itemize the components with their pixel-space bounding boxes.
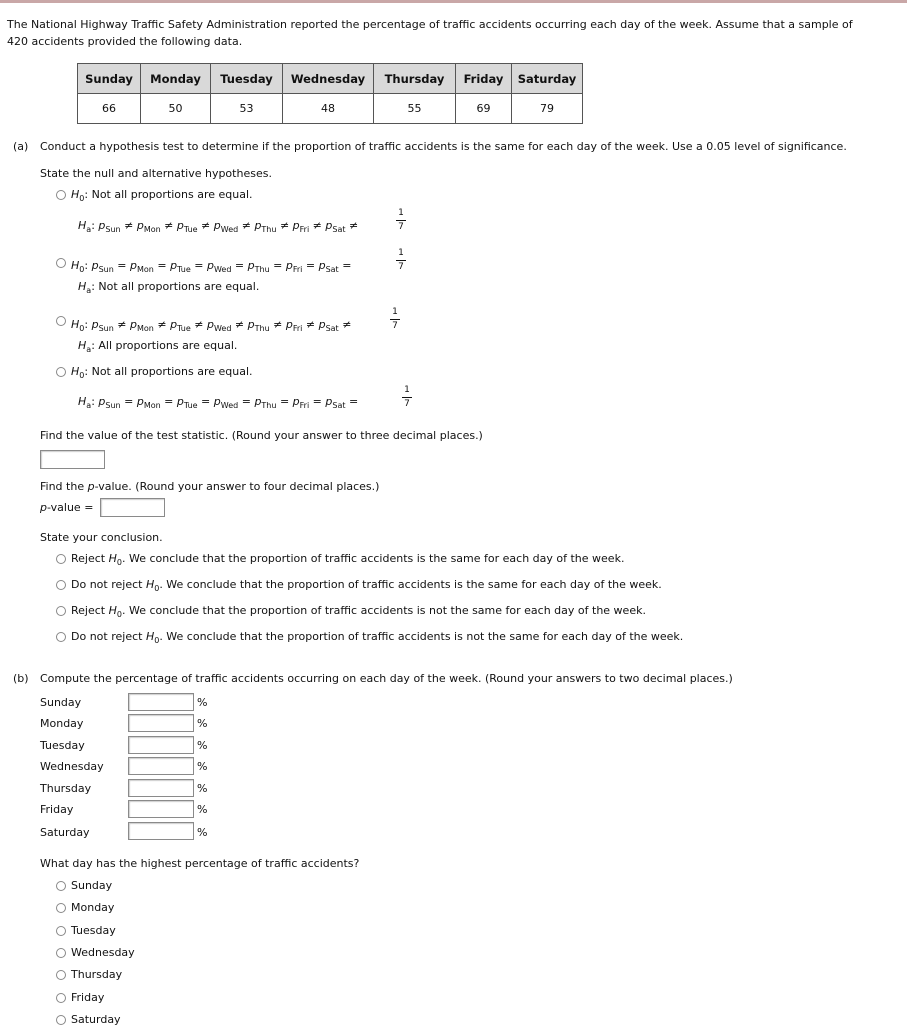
option-2-ha: $H_a$: Not all proportions are equal. bbox=[78, 280, 260, 295]
part-b-label: (b) bbox=[13, 672, 29, 685]
percent-sign-saturday: % bbox=[197, 826, 208, 839]
percent-input-saturday[interactable] bbox=[128, 822, 194, 840]
proportion-fri: p bbox=[292, 219, 300, 232]
conclusion-option-4-text: Do not reject $H_0$. We conclude that the proportion of traffic accidents is not the same for each day of the week. bbox=[71, 630, 684, 645]
choice-friday-label: Friday bbox=[71, 991, 105, 1004]
percent-sign-tuesday: % bbox=[197, 739, 208, 752]
proportion-sun: p bbox=[98, 219, 106, 232]
proportion-wed: p bbox=[213, 219, 221, 232]
percent-input-wednesday[interactable] bbox=[128, 757, 194, 775]
intro-line-2: 420 accidents provided the following data. bbox=[7, 35, 243, 48]
value-tuesday: 53 bbox=[211, 94, 283, 124]
conclusion-option-2-radio[interactable] bbox=[56, 580, 66, 590]
option-4-h0: $H_0$: Not all proportions are equal. bbox=[71, 365, 253, 380]
choice-tuesday-radio[interactable] bbox=[56, 926, 66, 936]
part-b-question: Compute the percentage of traffic accidents occurring on each day of the week. (Round your answers to two decimal places.) bbox=[40, 672, 733, 685]
conclusion-option-3-radio[interactable] bbox=[56, 606, 66, 616]
part-a-question: Conduct a hypothesis test to determine if the proportion of traffic accidents is the same for each day of the week. Use a 0.05 level of significance. bbox=[40, 140, 847, 153]
day-label-monday: Monday bbox=[40, 717, 84, 730]
choice-monday-radio[interactable] bbox=[56, 903, 66, 913]
choice-monday-label: Monday bbox=[71, 901, 115, 914]
value-monday: 50 bbox=[141, 94, 211, 124]
proportion-tue: p bbox=[170, 318, 178, 331]
day-label-friday: Friday bbox=[40, 803, 74, 816]
percent-input-thursday[interactable] bbox=[128, 779, 194, 797]
percent-input-tuesday[interactable] bbox=[128, 736, 194, 754]
proportion-sun: p bbox=[91, 318, 99, 331]
fraction-1: 1 7 bbox=[396, 209, 406, 232]
proportion-fri: p bbox=[285, 259, 293, 272]
percent-sign-wednesday: % bbox=[197, 760, 208, 773]
top-border bbox=[0, 0, 907, 3]
proportion-fri: p bbox=[285, 318, 293, 331]
hypothesis-option-4-radio[interactable] bbox=[56, 367, 66, 377]
proportion-tue: p bbox=[170, 259, 178, 272]
fraction-2: 1 7 bbox=[396, 249, 406, 272]
choice-wednesday-label: Wednesday bbox=[71, 946, 135, 959]
day-label-saturday: Saturday bbox=[40, 826, 90, 839]
eq-chain-2: $p_{Sun} = p_{Mon} = p_{Tue} = p_{Wed} = p_{Thu} = p_{Fri} = p_{Sat}$ = bbox=[91, 259, 352, 274]
conclusion-option-3-text: Reject $H_0$. We conclude that the proportion of traffic accidents is not the same for each day of the week. bbox=[71, 604, 646, 619]
test-statistic-prompt: Find the value of the test statistic. (Round your answer to three decimal places.) bbox=[40, 429, 483, 442]
conclusion-option-2-text: Do not reject $H_0$. We conclude that the proportion of traffic accidents is the same for each day of the week. bbox=[71, 578, 662, 593]
part-a-label: (a) bbox=[13, 140, 29, 153]
proportion-thu: p bbox=[247, 318, 255, 331]
value-wednesday: 48 bbox=[283, 94, 374, 124]
choice-sunday-radio[interactable] bbox=[56, 881, 66, 891]
proportion-sun: p bbox=[98, 395, 106, 408]
option-3-h0: $H_0$: $p_{Sun} \ne p_{Mon} \ne p_{Tue} \ne p_{Wed} \ne p_{Thu} \ne p_{Fri} \ne p_{Sat}$ ≠ bbox=[71, 318, 352, 333]
proportion-mon: p bbox=[130, 318, 137, 331]
proportion-thu: p bbox=[254, 395, 262, 408]
conclusion-option-4-radio[interactable] bbox=[56, 632, 66, 642]
state-hypotheses-prompt: State the null and alternative hypotheses. bbox=[40, 167, 272, 180]
proportion-mon: p bbox=[130, 259, 137, 272]
header-sunday: Sunday bbox=[78, 64, 141, 94]
proportion-thu: p bbox=[247, 259, 255, 272]
proportion-fri: p bbox=[292, 395, 300, 408]
proportion-sat: p bbox=[318, 259, 326, 272]
proportion-wed: p bbox=[213, 395, 221, 408]
value-thursday: 55 bbox=[374, 94, 456, 124]
choice-thursday-radio[interactable] bbox=[56, 970, 66, 980]
mixed-chain-3: $p_{Sun} \ne p_{Mon} \ne p_{Tue} \ne p_{Wed} \ne p_{Thu} \ne p_{Fri} \ne p_{Sat}$ ≠ bbox=[91, 318, 352, 333]
choice-saturday-label: Saturday bbox=[71, 1013, 121, 1026]
hypothesis-option-3-radio[interactable] bbox=[56, 316, 66, 326]
day-label-sunday: Sunday bbox=[40, 696, 82, 709]
value-saturday: 79 bbox=[512, 94, 583, 124]
option-3-ha: $H_a$: All proportions are equal. bbox=[78, 339, 238, 354]
header-thursday: Thursday bbox=[374, 64, 456, 94]
pvalue-prompt: Find the p-value. (Round your answer to four decimal places.) bbox=[40, 480, 380, 493]
option-2-h0: $H_0$: $p_{Sun} = p_{Mon} = p_{Tue} = p_{Wed} = p_{Thu} = p_{Fri} = p_{Sat}$ = bbox=[71, 259, 352, 274]
day-label-thursday: Thursday bbox=[40, 782, 92, 795]
percent-sign-monday: % bbox=[197, 717, 208, 730]
proportion-sat: p bbox=[318, 318, 326, 331]
proportion-sat: p bbox=[325, 219, 333, 232]
choice-wednesday-radio[interactable] bbox=[56, 948, 66, 958]
pvalue-label: p-value = bbox=[40, 501, 94, 514]
eq-chain-4: $p_{Sun} = p_{Mon} = p_{Tue} = p_{Wed} = p_{Thu} = p_{Fri} = p_{Sat}$ = bbox=[98, 395, 359, 410]
proportion-tue: p bbox=[176, 395, 184, 408]
header-friday: Friday bbox=[456, 64, 512, 94]
proportion-thu: p bbox=[254, 219, 262, 232]
header-monday: Monday bbox=[141, 64, 211, 94]
day-label-wednesday: Wednesday bbox=[40, 760, 104, 773]
option-4-ha: $H_a$: $p_{Sun} = p_{Mon} = p_{Tue} = p_{Wed} = p_{Thu} = p_{Fri} = p_{Sat}$ = bbox=[78, 395, 359, 410]
pvalue-input[interactable] bbox=[100, 498, 165, 517]
proportion-mon: p bbox=[136, 219, 144, 232]
neq-chain-1: $p_{Sun} \ne p_{Mon} \ne p_{Tue} \ne p_{Wed} \ne p_{Thu} \ne p_{Fri} \ne p_{Sat}$ ≠ bbox=[98, 219, 359, 234]
fraction-4: 1 7 bbox=[402, 386, 412, 409]
percent-sign-thursday: % bbox=[197, 782, 208, 795]
intro-line-1: The National Highway Traffic Safety Administration reported the percentage of traffic accidents occurring each day of the week. Assume that a sample of bbox=[7, 18, 853, 31]
choice-sunday-label: Sunday bbox=[71, 879, 113, 892]
percent-sign-sunday: % bbox=[197, 696, 208, 709]
option-1-h0: $H_0$: Not all proportions are equal. bbox=[71, 188, 253, 203]
percent-input-sunday[interactable] bbox=[128, 693, 194, 711]
percent-sign-friday: % bbox=[197, 803, 208, 816]
day-label-tuesday: Tuesday bbox=[40, 739, 85, 752]
header-saturday: Saturday bbox=[512, 64, 583, 94]
choice-friday-radio[interactable] bbox=[56, 993, 66, 1003]
proportion-wed: p bbox=[206, 259, 214, 272]
conclusion-option-1-radio[interactable] bbox=[56, 554, 66, 564]
choice-tuesday-label: Tuesday bbox=[71, 924, 116, 937]
choice-thursday-label: Thursday bbox=[71, 968, 123, 981]
header-tuesday: Tuesday bbox=[211, 64, 283, 94]
proportion-sun: p bbox=[91, 259, 99, 272]
percent-input-friday[interactable] bbox=[128, 800, 194, 818]
fraction-3: 1 7 bbox=[390, 308, 400, 331]
highest-day-prompt: What day has the highest percentage of traffic accidents? bbox=[40, 857, 360, 870]
percent-input-monday[interactable] bbox=[128, 714, 194, 732]
hypothesis-option-2-radio[interactable] bbox=[56, 258, 66, 268]
proportion-wed: p bbox=[206, 318, 214, 331]
value-sunday: 66 bbox=[78, 94, 141, 124]
proportion-sat: p bbox=[325, 395, 333, 408]
conclusion-prompt: State your conclusion. bbox=[40, 531, 163, 544]
option-1-ha: $H_a$: $p_{Sun} \ne p_{Mon} \ne p_{Tue} \ne p_{Wed} \ne p_{Thu} \ne p_{Fri} \ne p_{Sat}$ ≠ bbox=[78, 219, 359, 234]
proportion-mon: p bbox=[136, 395, 144, 408]
header-wednesday: Wednesday bbox=[283, 64, 374, 94]
conclusion-option-1-text: Reject $H_0$. We conclude that the proportion of traffic accidents is the same for each day of the week. bbox=[71, 552, 625, 567]
hypothesis-option-1-radio[interactable] bbox=[56, 190, 66, 200]
test-statistic-input[interactable] bbox=[40, 450, 105, 469]
accident-data-table bbox=[77, 63, 583, 124]
proportion-tue: p bbox=[176, 219, 184, 232]
value-friday: 69 bbox=[456, 94, 512, 124]
